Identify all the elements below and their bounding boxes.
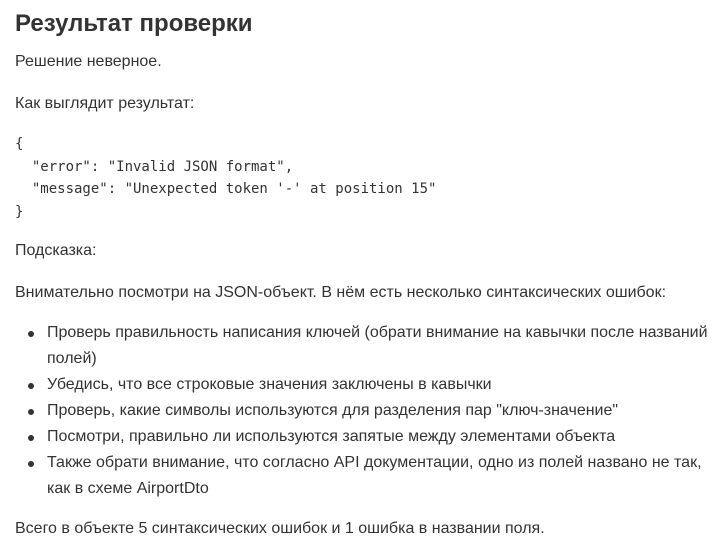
code-line-error: "error": "Invalid JSON format", (15, 158, 294, 175)
hint-label: Подсказка: (15, 242, 97, 259)
code-line-message: "message": "Unexpected token '-' at position 15" (15, 181, 437, 197)
list-item: Также обрати внимание, что согласно API документации, одно из полей названо не так, как в схеме AirportDto (15, 450, 715, 502)
verdict-text: Решение неверное. (15, 53, 162, 70)
code-line-close: } (15, 203, 24, 220)
hint-intro: Внимательно посмотри на JSON-объект. В нём есть несколько синтаксических ошибок: (15, 284, 667, 301)
summary-text: Всего в объекте 5 синтаксических ошибок и 1 ошибка в названии поля. (15, 520, 545, 537)
list-item: Проверь правильность написания ключей (обрати внимание на кавычки после названий полей) (15, 320, 715, 372)
list-item: Посмотри, правильно ли используются запятые между элементами объекта (15, 424, 715, 450)
code-line-open: { (15, 136, 24, 152)
list-item: Убедись, что все строковые значения заключены в кавычки (15, 372, 715, 398)
hint-list (15, 320, 715, 502)
page-title: Результат проверки (15, 10, 253, 37)
list-item: Проверь, какие символы используются для разделения пар "ключ-значение" (15, 398, 715, 424)
code-block (15, 133, 436, 223)
result-label: Как выглядит результат: (15, 95, 195, 112)
